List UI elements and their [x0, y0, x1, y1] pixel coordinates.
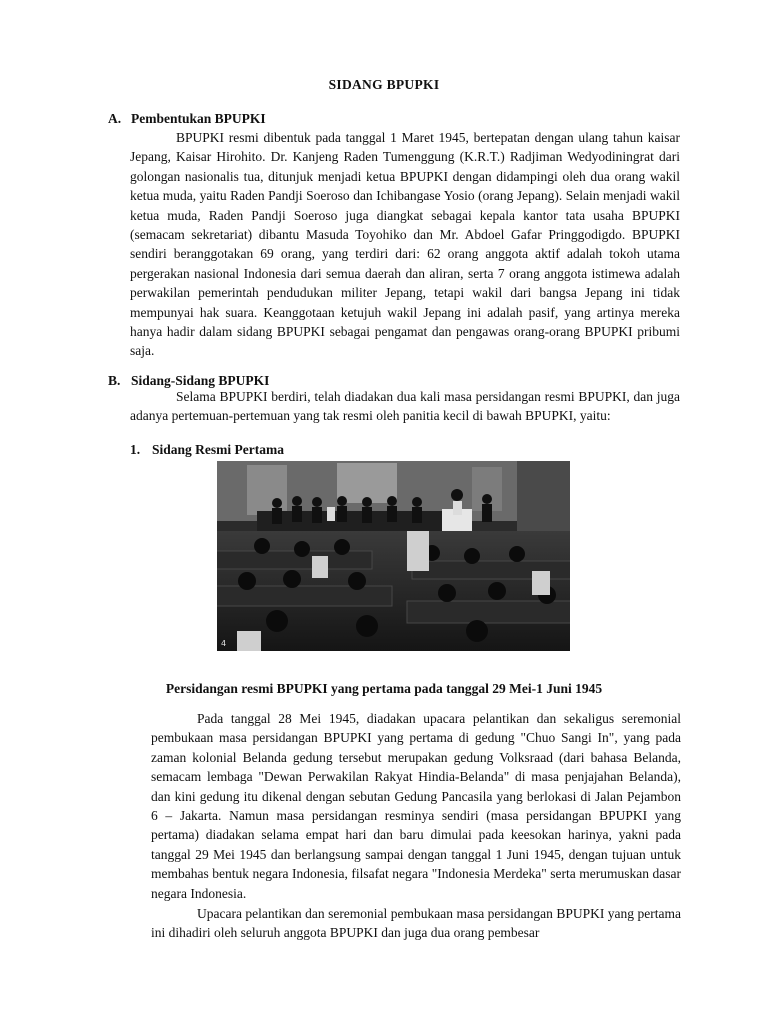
subsection-1-label: 1.: [130, 442, 141, 457]
section-a-text: BPUPKI resmi dibentuk pada tanggal 1 Maret 1945, bertepatan dengan ulang tahun kaisar Jepang, Kaisar Hirohito. Dr. Kanjeng Raden Tumenggung (K.R.T.) Radjiman Wedyodiningrat dari golongan nasionalis tua, ditunjuk menjadi ketua BPUPKI dengan didampingi oleh dua orang wakil ketua muda, yaitu Raden Pandji Soeroso dan Ichibangase Yosio (orang Jepang). Selain menjadi wakil ketua muda, Raden Pandji Soeroso juga diangkat sebagai kepala kantor tata usaha BPUPKI (semacam sekretariat) dibantu Masuda Toyohiko dan Mr. Abdoel Gafar Pringgodigdo. BPUPKI sendiri beranggotakan 69 orang, yang terdiri dari: 62 orang anggota aktif adalah tokoh utama pergerakan nasional Indonesia dari semua daerah dan aliran, serta 7 orang anggota istimewa adalah perwakilan pemerintah pendudukan militer Jepang, tetapi wakil dari bangsa Jepang ini tidak mempunyai hak suara. Keanggotaan ketujuh wakil Jepang ini adalah pasif, yang artinya mereka hanya hadir dalam sidang BPUPKI sebagai pengamat dan pengawas orang-orang BPUPKI pribumi saja.: [130, 130, 680, 359]
photo-corner-mark: 4: [221, 639, 227, 648]
paragraph-4: [151, 904, 681, 943]
section-b-text: Selama BPUPKI berdiri, telah diadakan dua kali masa persidangan resmi BPUPKI, dan juga adanya pertemuan-pertemuan yang tak resmi oleh panitia kecil di bawah BPUPKI, yaitu:: [130, 389, 680, 424]
section-b-paragraph: [130, 387, 680, 426]
session-photo-image: [217, 461, 570, 651]
section-a-heading: [108, 111, 266, 127]
section-b-label: B.: [108, 373, 121, 388]
section-a-label: A.: [108, 111, 122, 126]
subsection-1-title: Sidang Resmi Pertama: [152, 442, 284, 457]
document-title: SIDANG BPUPKI: [328, 77, 440, 92]
photo-caption: Persidangan resmi BPUPKI yang pertama pada tanggal 29 Mei-1 Juni 1945: [165, 681, 603, 696]
section-a-paragraph: [130, 128, 680, 361]
subsection-1-heading: [130, 442, 284, 458]
section-a-title: Pembentukan BPUPKI: [131, 111, 266, 126]
session-photo: [217, 461, 570, 651]
paragraph-3-text: Pada tanggal 28 Mei 1945, diadakan upacara pelantikan dan sekaligus seremonial pembukaan masa persidangan BPUPKI yang pertama di gedung "Chuo Sangi In", yang pada zaman kolonial Belanda gedung tersebut merupakan gedung Volksraad (dari bahasa Belanda, semacam lembaga "Dewan Perwakilan Rakyat Hindia-Belanda" di masa penjajahan Belanda), dan kini gedung itu dikenal dengan sebutan Gedung Pancasila yang berlokasi di Jalan Pejambon 6 – Jakarta. Namun masa persidangan resminya sendiri (masa persidangan BPUPKI yang pertama) diadakan selama empat hari dan baru dimulai pada keesokan harinya, yakni pada tanggal 29 Mei 1945 dan berlangsung sampai dengan tanggal 1 Juni 1945, dengan tujuan untuk membahas bentuk negara Indonesia, filsafat negara "Indonesia Merdeka" serta merumuskan dasar negara Indonesia.: [151, 711, 681, 901]
paragraph-3: [151, 709, 681, 903]
paragraph-4-text: Upacara pelantikan dan seremonial pembukaan masa persidangan BPUPKI yang pertama ini dihadiri oleh seluruh anggota BPUPKI dan juga dua orang pembesar: [151, 906, 681, 941]
section-b-title: Sidang-Sidang BPUPKI: [131, 373, 270, 388]
